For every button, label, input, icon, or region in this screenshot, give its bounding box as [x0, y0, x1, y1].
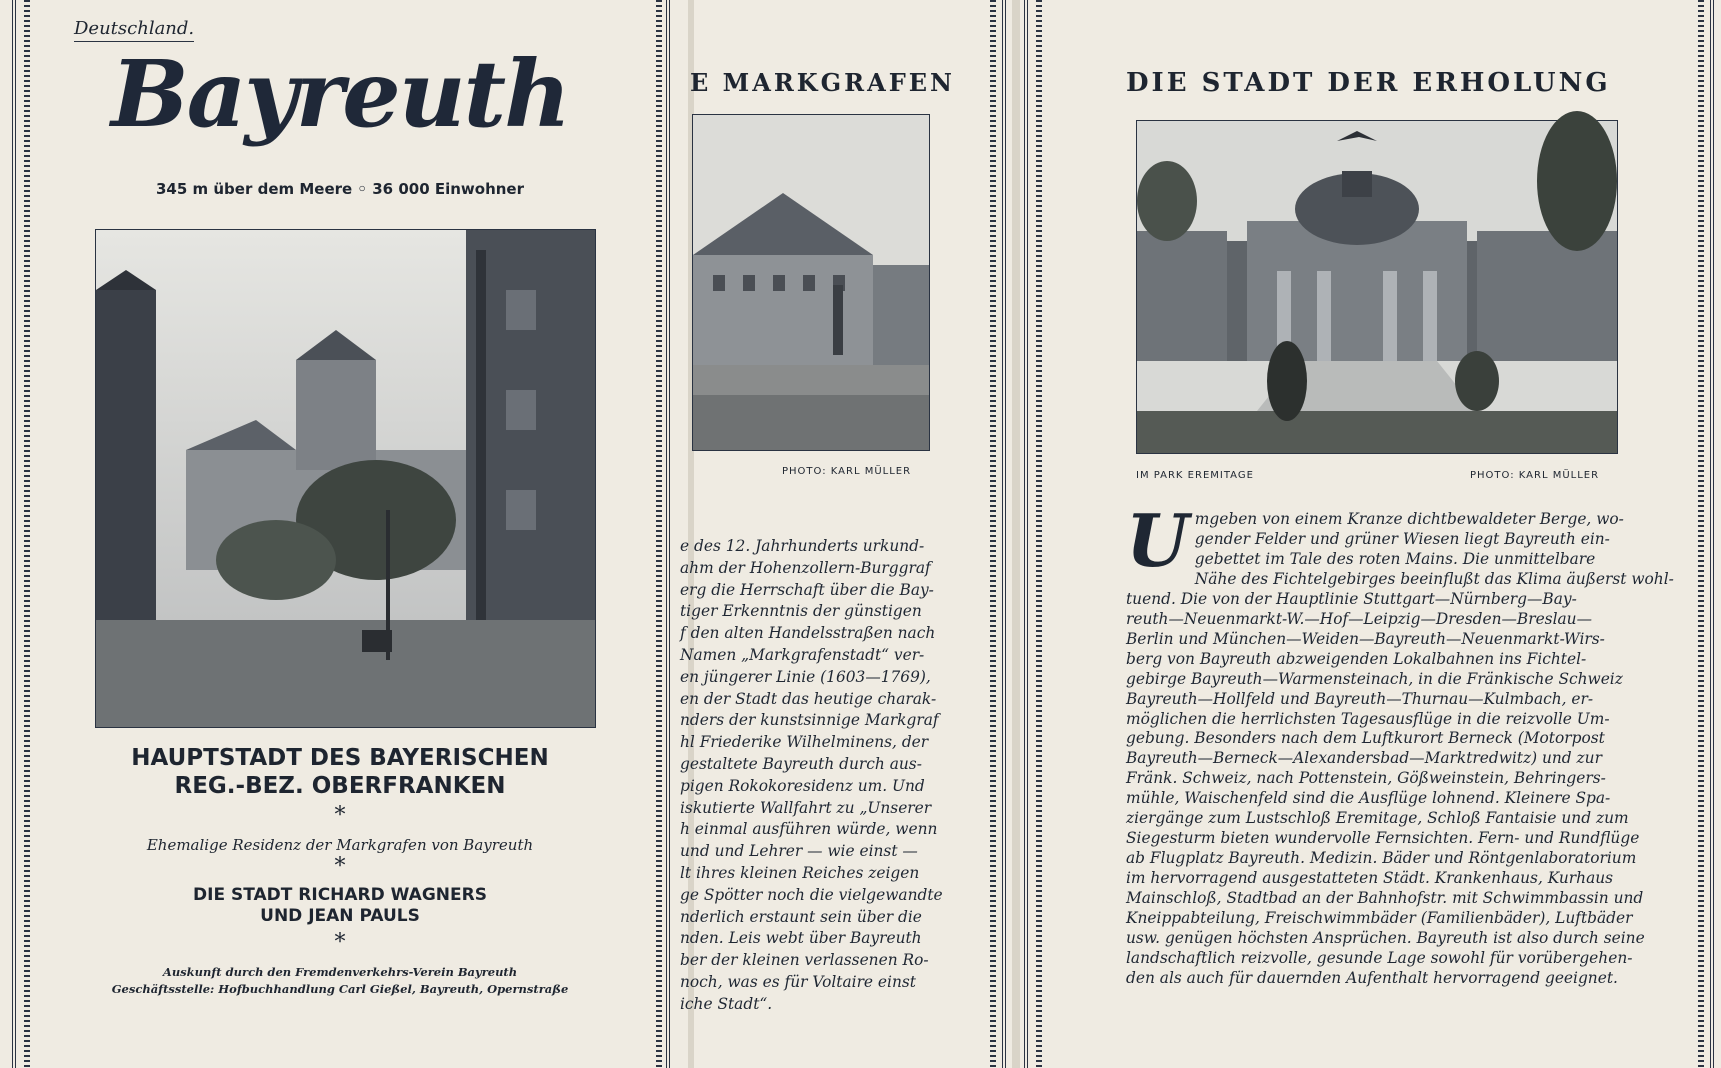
middle-text-line: ber der kleinen verlassenen Ro-	[680, 951, 929, 970]
cover-panel	[0, 0, 688, 1068]
headline-line-1: HAUPTSTADT DES BAYERISCHEN	[131, 745, 549, 771]
right-text-line: reuth—Neuenmarkt-W.—Hof—Leipzig—Dresden—Breslau—	[1126, 609, 1592, 628]
middle-text-line: h einmal ausführen würde, wenn	[680, 820, 938, 839]
info-line-2: Geschäftsstelle: Hofbuchhandlung Carl Gießel, Bayreuth, Opernstraße	[111, 982, 569, 996]
middle-text-line: tiger Erkenntnis der günstigen	[680, 602, 922, 621]
right-body-text	[1126, 498, 1708, 989]
middle-text-line: Namen „Markgrafenstadt“ ver-	[680, 645, 925, 664]
eremitage-photo-credit: PHOTO: KARL MÜLLER	[1470, 470, 1600, 481]
right-text-line: usw. genügen höchsten Ansprüchen. Bayreuth ist also durch seine	[1126, 929, 1645, 948]
right-text-line: tuend. Die von der Hauptlinie Stuttgart—Nürnberg—Bay-	[1126, 589, 1577, 608]
middle-wavy-border	[990, 0, 996, 1068]
right-text-line: berg von Bayreuth abzweigenden Lokalbahnen ins Fichtel-	[1126, 649, 1587, 668]
headline-line-2: REG.-BEZ. OBERFRANKEN	[174, 773, 506, 799]
middle-text-line: iche Stadt“.	[680, 994, 773, 1013]
headline	[60, 744, 620, 800]
cover-subtitle: 345 m über dem Meere ◦ 36 000 Einwohner	[155, 180, 525, 198]
wagner-block	[60, 885, 620, 927]
left-wavy-border	[24, 0, 30, 1068]
right-text-line: Siegesturm bieten wundervolle Fernsichten. Fern- und Rundflüge	[1126, 829, 1640, 848]
star-divider-1: *	[334, 803, 346, 828]
right-panel	[1020, 0, 1721, 1068]
middle-heading: E MARKGRAFEN	[690, 68, 955, 97]
eremitage-photo	[1136, 120, 1618, 454]
middle-text-line: erg die Herrschaft über die Bay-	[680, 580, 934, 599]
right-border-rule	[666, 0, 670, 1068]
right-text-line: gebung. Besonders nach dem Luftkurort Berneck (Motorpost	[1126, 729, 1605, 748]
right-panel-left-wavy	[1036, 0, 1042, 1068]
middle-text-line: und und Lehrer — wie einst —	[680, 842, 918, 861]
middle-text-line: en der Stadt das heutige charak-	[680, 689, 937, 708]
star-divider-3: *	[334, 930, 346, 955]
middle-body-text	[680, 536, 984, 1016]
residence-line: Ehemalige Residenz der Markgrafen von Bayreuth	[146, 836, 534, 854]
right-text-line: möglichen die herrlichsten Tagesausflüge in die reizvolle Um-	[1126, 709, 1610, 728]
right-text-line: ziergänge zum Lustschloß Eremitage, Schloß Fantaisie und zum	[1126, 809, 1629, 828]
right-text-line: Mainschloß, Stadtbad an der Bahnhofstr. mit Schwimmbassin und	[1126, 889, 1644, 908]
middle-text-line: ahm der Hohenzollern-Burggraf	[680, 558, 931, 577]
middle-panel	[680, 0, 1012, 1068]
middle-text-line: lt ihres kleinen Reiches zeigen	[680, 863, 920, 882]
middle-text-line: e des 12. Jahrhunderts urkund-	[680, 537, 925, 555]
cover-photo-street	[95, 229, 596, 728]
right-heading: DIE STADT DER ERHOLUNG	[1126, 68, 1611, 98]
right-text-line: gebettet im Tale des roten Mains. Die unmittelbare	[1194, 549, 1596, 568]
info-block	[60, 964, 620, 998]
right-text-line: den als auch für dauernden Aufenthalt hervorragend geeignet.	[1126, 968, 1618, 987]
middle-photo-credit: PHOTO: KARL MÜLLER	[782, 466, 912, 477]
right-text-line: Bayreuth—Hollfeld und Bayreuth—Thurnau—Kulmbach, er-	[1126, 689, 1594, 708]
right-text-line: Fränk. Schweiz, nach Pottenstein, Gößweinstein, Behringers-	[1126, 769, 1606, 788]
middle-text-line: nderlich erstaunt sein über die	[680, 907, 922, 926]
middle-text-line: f den alten Handelsstraßen nach	[680, 624, 936, 643]
middle-text-line: iskutierte Wallfahrt zu „Unserer	[680, 798, 932, 817]
middle-text-line: gestaltete Bayreuth durch aus-	[680, 754, 922, 773]
right-text-line: Bayreuth—Berneck—Alexandersbad—Marktredwitz) und zur	[1126, 749, 1602, 768]
middle-text-line: noch, was es für Voltaire einst	[680, 972, 916, 991]
cover-title: Bayreuth	[110, 40, 570, 148]
middle-text-line: ge Spötter noch die vielgewandte	[680, 885, 943, 904]
right-text-line: landschaftlich reizvolle, gesunde Lage sowohl für vorübergehen-	[1126, 948, 1633, 967]
middle-text-line: nders der kunstsinnige Markgraf	[680, 711, 939, 730]
country-tag: Deutschland.	[74, 18, 194, 42]
middle-photo-square	[692, 114, 930, 451]
right-text-line: gebirge Bayreuth—Warmensteinach, in die Fränkische Schweiz	[1126, 669, 1623, 688]
wagner-line-1: DIE STADT RICHARD WAGNERS	[193, 885, 487, 905]
right-text-line: ab Flugplatz Bayreuth. Medizin. Bäder und Röntgenlaboratorium	[1126, 849, 1637, 868]
left-border-rule	[12, 0, 16, 1068]
eremitage-caption: IM PARK EREMITAGE	[1136, 470, 1254, 481]
right-text-line: gender Felder und grüner Wiesen liegt Bayreuth ein-	[1194, 529, 1610, 548]
info-line-1: Auskunft durch den Fremdenverkehrs-Verein Bayreuth	[162, 965, 518, 979]
right-panel-right-rule	[1710, 0, 1714, 1068]
star-divider-2: *	[334, 854, 346, 879]
right-text-line: Berlin und München—Weiden—Bayreuth—Neuenmarkt-Wirs-	[1126, 629, 1605, 648]
right-wavy-border	[656, 0, 662, 1068]
right-text-line: mgeben von einem Kranze dichtbewaldeter Berge, wo-	[1194, 510, 1624, 528]
middle-border-rule	[1002, 0, 1006, 1068]
right-text-line: Kneippabteilung, Freischwimmbäder (Familienbäder), Luftbäder	[1126, 909, 1633, 928]
wagner-line-2: UND JEAN PAULS	[260, 906, 420, 926]
middle-text-line: en jüngerer Linie (1603—1769),	[680, 667, 931, 686]
right-text-line: mühle, Waischenfeld sind die Ausflüge lohnend. Kleinere Spa-	[1126, 789, 1611, 808]
right-text-line: Nähe des Fichtelgebirges beeinflußt das Klima äußerst wohl-	[1194, 569, 1674, 588]
middle-text-line: hl Friederike Wilhelminens, der	[680, 733, 929, 752]
middle-text-line: nden. Leis webt über Bayreuth	[680, 929, 922, 948]
right-panel-left-rule	[1024, 0, 1028, 1068]
drop-cap: U	[1126, 498, 1189, 583]
right-text-line: im hervorragend ausgestatteten Städt. Krankenhaus, Kurhaus	[1126, 869, 1614, 888]
middle-text-line: pigen Rokokoresidenz um. Und	[680, 776, 925, 795]
